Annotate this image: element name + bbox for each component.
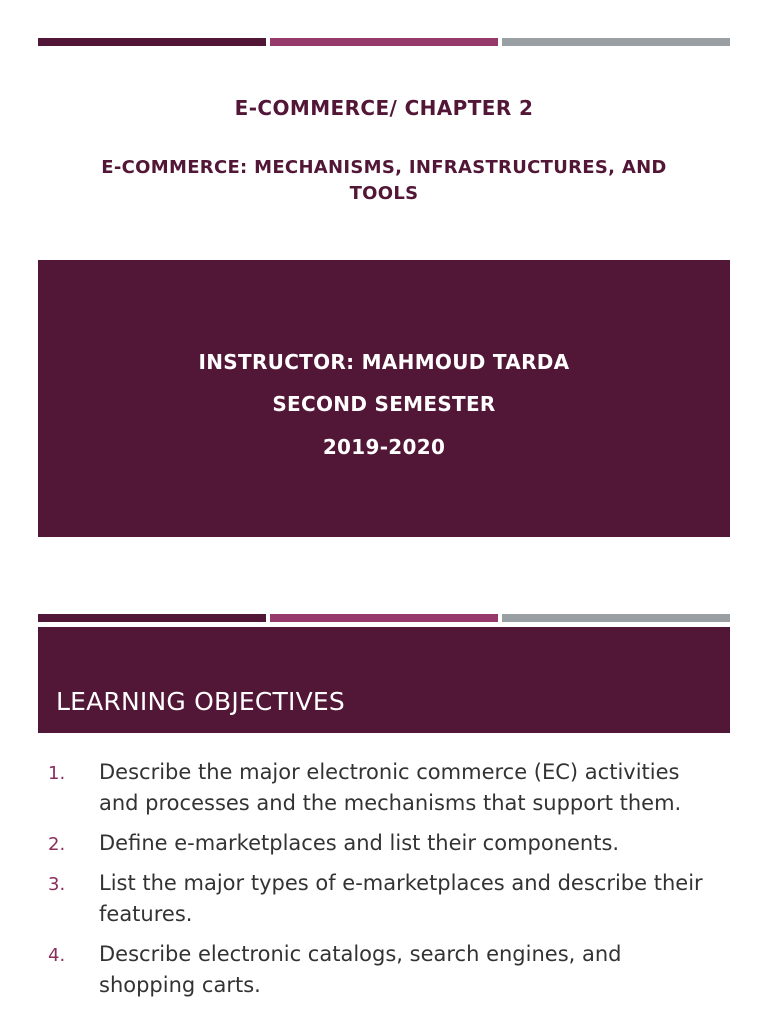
accent-segment-grey <box>502 38 730 46</box>
list-number: 4. <box>48 945 66 966</box>
list-item-text: Describe electronic catalogs, search engines, and shopping carts. <box>99 942 622 997</box>
second-slide-accent-bar <box>38 614 730 622</box>
list-number: 2. <box>48 834 66 855</box>
list-item-text: Define e-marketplaces and list their components. <box>99 831 620 855</box>
objectives-list <box>48 757 718 1010</box>
instructor-name: INSTRUCTOR: MAHMOUD TARDA <box>198 350 570 374</box>
academic-year: 2019-2020 <box>322 435 446 459</box>
instructor-panel <box>38 260 730 537</box>
accent-segment-dark <box>38 614 266 622</box>
semester-label: SECOND SEMESTER <box>272 392 496 416</box>
accent-segment-mid <box>270 38 498 46</box>
objectives-header-panel <box>38 627 730 733</box>
slide-title: E-COMMERCE/ CHAPTER 2 <box>234 96 534 120</box>
list-item <box>48 939 718 1001</box>
list-item <box>48 828 718 859</box>
accent-segment-dark <box>38 38 266 46</box>
list-number: 3. <box>48 874 66 895</box>
slide-subtitle-line1: E-COMMERCE: MECHANISMS, INFRASTRUCTURES, AND <box>101 157 667 178</box>
accent-segment-grey <box>502 614 730 622</box>
top-accent-bar <box>38 38 730 46</box>
accent-segment-mid <box>270 614 498 622</box>
list-number: 1. <box>48 763 66 784</box>
list-item <box>48 757 718 819</box>
list-item-text: List the major types of e-marketplaces and describe their features. <box>99 871 703 926</box>
objectives-heading: LEARNING OBJECTIVES <box>56 687 345 716</box>
list-item <box>48 868 718 930</box>
list-item-text: Describe the major electronic commerce (EC) activities and processes and the mechanisms that support them. <box>99 760 682 815</box>
slide-subtitle <box>68 155 700 207</box>
slide-subtitle-line2: TOOLS <box>349 183 419 204</box>
